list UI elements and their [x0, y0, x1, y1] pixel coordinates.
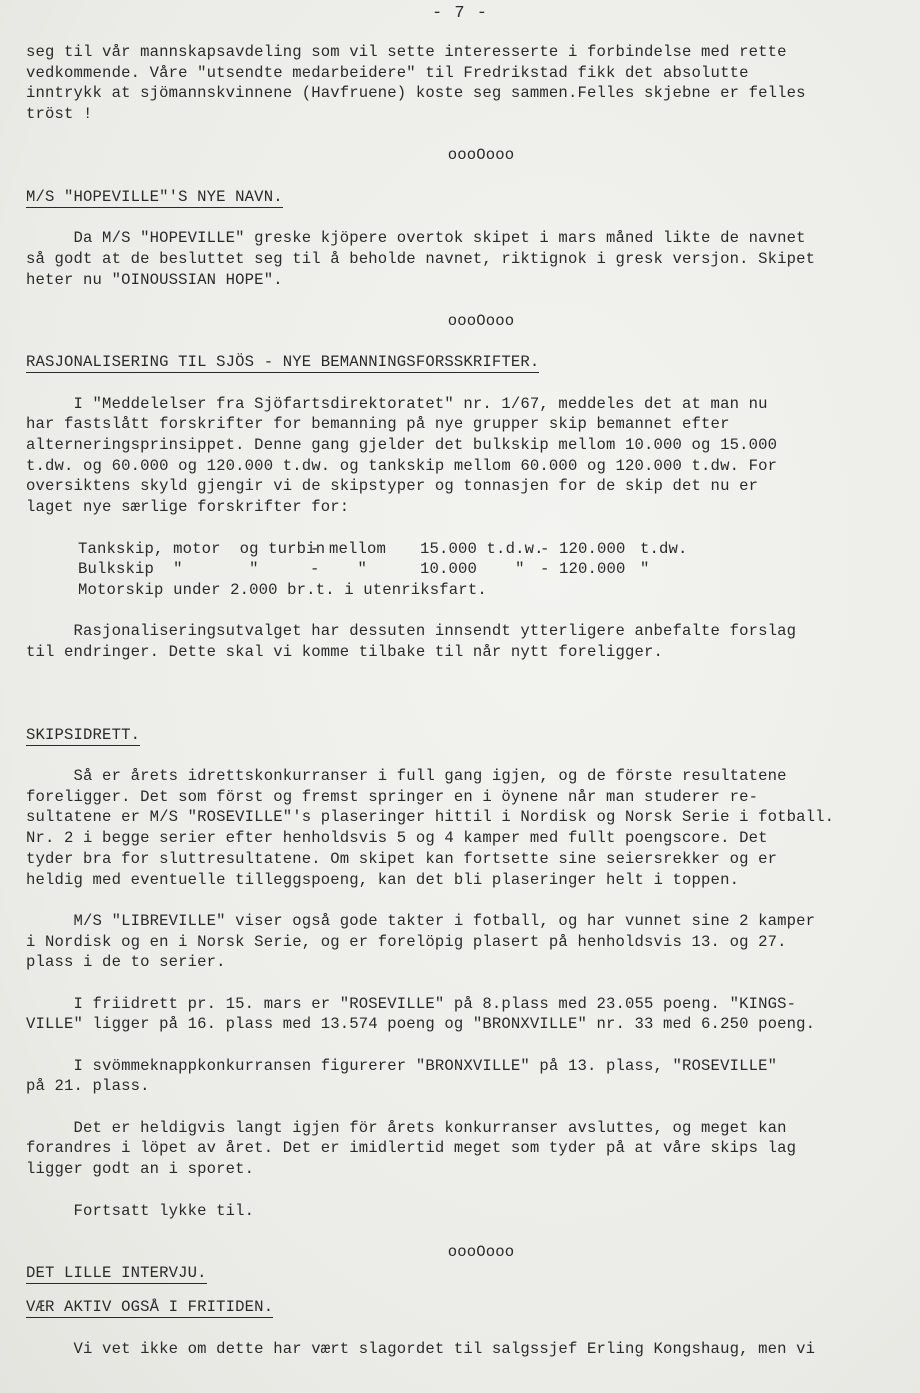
tonnage-table: [26, 539, 906, 601]
separator: oooOooo: [447, 146, 515, 165]
section-subheading: VÆR AKTIV OGSÅ I FRITIDEN.: [26, 1298, 274, 1317]
text-line: Vi vet ikke om dette har vært slagordet til salgssjef Erling Kongshaug, men vi: [26, 1339, 816, 1358]
text-line: heter nu "OINOUSSIAN HOPE".: [26, 270, 283, 289]
hopeville-paragraph: [26, 228, 906, 290]
text-line: plass i de to serier.: [26, 953, 226, 972]
rasjonalisering-paragraph: [26, 394, 906, 518]
text-line: Nr. 2 i begge serier efter henholdsvis 5 og 4 kamper med fullt poengscore. Det: [26, 829, 768, 848]
text-line: M/S "LIBREVILLE" viser også gode takter i fotball, og har vunnet sine 2 kamper: [26, 911, 816, 930]
table-row: Bulkskip " " - " 10.000 " - 120.000 ": [78, 560, 650, 579]
text-line: foreligger. Det som först og fremst springer en i öynene når man studerer re-: [26, 787, 759, 806]
text-line: VILLE" ligger på 16. plass med 13.574 poeng og "BRONXVILLE" nr. 33 med 6.250 poeng.: [26, 1015, 816, 1034]
text-line: I friidrett pr. 15. mars er "ROSEVILLE" på 8.plass med 23.055 poeng. "KINGS-: [26, 994, 797, 1013]
text-line: sultatene er M/S "ROSEVILLE"'s plaseringer hittil i Nordisk og Norsk Serie i fotball.: [26, 808, 835, 827]
text-line: tröst !: [26, 105, 93, 124]
text-line: forandres i löpet av året. Det er imidlertid meget som tyder på at våre skips lag: [26, 1139, 797, 1158]
skipsidrett-paragraph-1: [26, 766, 906, 890]
text-line: laget nye særlige forskrifter for:: [26, 498, 350, 517]
text-line: Da M/S "HOPEVILLE" greske kjöpere overtok skipet i mars måned likte de navnet: [26, 229, 806, 248]
text-line: Det er heldigvis langt igjen för årets konkurranser avsluttes, og meget kan: [26, 1118, 787, 1137]
section-heading: M/S "HOPEVILLE"'S NYE NAVN.: [26, 187, 283, 206]
text-line: I svömmeknappkonkurransen figurerer "BRONXVILLE" på 13. plass, "ROSEVILLE": [26, 1056, 778, 1075]
text-line: heldig med eventuelle tilleggspoeng, kan det bli plaseringer helt i toppen.: [26, 870, 740, 889]
text-line: har fastslått forskrifter for bemanning på nye grupper skip bemannet efter: [26, 415, 730, 434]
document-body: [26, 42, 906, 1359]
intervju-paragraph: [26, 1339, 906, 1360]
section-heading: RASJONALISERING TIL SJÖS - NYE BEMANNINGSFORSSKRIFTER.: [26, 353, 540, 372]
text-line: Rasjonaliseringsutvalget har dessuten innsendt ytterligere anbefalte forslag: [26, 622, 797, 641]
skipsidrett-paragraph-2: [26, 911, 906, 973]
separator: oooOooo: [447, 1242, 515, 1261]
skipsidrett-paragraph-3: [26, 994, 906, 1035]
text-line: vedkommende. Våre "utsendte medarbeidere" til Fredrikstad fikk det absolutte: [26, 63, 749, 82]
text-line: seg til vår mannskapsavdeling som vil sette interesserte i forbindelse med rette: [26, 43, 787, 61]
table-row: Tankskip, motor og turbin- mellom 15.000 t.d.w.- 120.000 t.dw.: [78, 539, 688, 558]
text-line: i Nordisk og en i Norsk Serie, og er forelöpig plasert på henholdsvis 13. og 27.: [26, 932, 787, 951]
text-line: Så er årets idrettskonkurranser i full gang igjen, og de förste resultatene: [26, 767, 787, 786]
text-line: på 21. plass.: [26, 1077, 150, 1096]
skipsidrett-paragraph-6: [26, 1201, 906, 1222]
skipsidrett-paragraph-5: [26, 1118, 906, 1180]
text-line: Fortsatt lykke til.: [26, 1201, 255, 1220]
text-line: t.dw. og 60.000 og 120.000 t.dw. og tankskip mellom 60.000 og 120.000 t.dw. For: [26, 456, 778, 475]
text-line: tyder bra for sluttresultatene. Om skipet kan fortsette sine seiersrekker og er: [26, 849, 778, 868]
separator: oooOooo: [447, 311, 515, 330]
text-line: til endringer. Dette skal vi komme tilbake til når nytt foreligger.: [26, 642, 664, 661]
page-number: - 7 -: [431, 4, 488, 23]
section-heading: SKIPSIDRETT.: [26, 725, 141, 744]
table-row: Motorskip under 2.000 br.t. i utenriksfart.: [78, 580, 487, 599]
intro-paragraph: [26, 42, 906, 125]
skipsidrett-paragraph-4: [26, 1056, 906, 1097]
text-line: inntrykk at sjömannskvinnene (Havfruene) koste seg sammen.Felles skjebne er felles: [26, 84, 806, 103]
text-line: så godt at de besluttet seg til å beholde navnet, riktignok i gresk versjon. Skipet: [26, 249, 816, 268]
text-line: ligger godt an i sporet.: [26, 1160, 255, 1179]
text-line: I "Meddelelser fra Sjöfartsdirektoratet" nr. 1/67, meddeles det at man nu: [26, 394, 768, 413]
section-heading: DET LILLE INTERVJU.: [26, 1263, 207, 1282]
rasjonalisering-paragraph-2: [26, 621, 906, 662]
text-line: oversiktens skyld gjengir vi de skipstyper og tonnasjen for de skip det nu er: [26, 477, 759, 496]
text-line: alterneringsprinsippet. Denne gang gjelder det bulkskip mellom 10.000 og 15.000: [26, 436, 778, 455]
